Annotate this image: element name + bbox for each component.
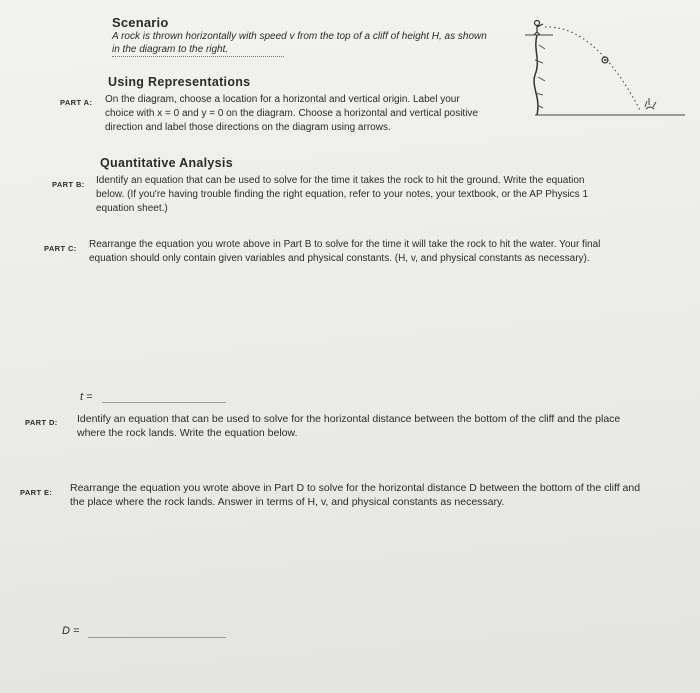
quantitative-analysis-heading: Quantitative Analysis	[100, 156, 233, 170]
part-d-text: Identify an equation that can be used to solve for the horizontal distance between the bottom of the cliff and the place where the rock lands. Write the equation below.	[77, 413, 621, 439]
scenario-text: A rock is thrown horizontally with speed v from the top of a cliff of height H, as shown in the diagram to the right.	[112, 31, 487, 55]
part-c-label: PART C:	[44, 244, 77, 253]
d-answer-label: D =	[62, 625, 80, 637]
dotted-divider	[112, 56, 284, 57]
trajectory-path	[545, 27, 640, 110]
part-a-label: PART A:	[60, 98, 93, 107]
splash-icon	[645, 98, 656, 109]
part-e-text: Rearrange the equation you wrote above in Part D to solve for the horizontal distance D between the bottom of the cliff and the place where the rock lands. Answer in terms of H, v, and physical constants as necessary.	[70, 482, 641, 508]
thrower-figure-icon	[534, 21, 543, 36]
t-answer-label: t =	[80, 391, 93, 403]
cliff-edge	[534, 35, 538, 115]
d-answer-blank[interactable]	[88, 637, 226, 638]
part-b-text: Identify an equation that can be used to solve for the time it takes the rock to hit the ground. Write the equation below. (If you're having trouble finding the right equation, refer to your notes, your textbook, or the AP Physics 1 equation sheet.)	[96, 175, 589, 214]
part-c-text: Rearrange the equation you wrote above in Part B to solve for the time it will take the rock to hit the water. Your final equation should only contain given variables and physical constants. (H, v, and physical constants as necessary).	[89, 239, 601, 264]
part-d-label: PART D:	[25, 418, 58, 427]
part-b-label: PART B:	[52, 180, 85, 189]
part-e-label: PART E:	[20, 488, 53, 497]
t-answer-blank[interactable]	[102, 402, 226, 403]
cliff-projectile-diagram-icon	[515, 15, 685, 130]
scenario-title: Scenario	[112, 15, 169, 30]
using-representations-heading: Using Representations	[108, 75, 251, 89]
part-a-text: On the diagram, choose a location for a horizontal and vertical origin. Label your choice with x = 0 and y = 0 on the diagram. Choose a horizontal and vertical positive direction and label those directions on the diagram using arrows.	[105, 94, 478, 133]
